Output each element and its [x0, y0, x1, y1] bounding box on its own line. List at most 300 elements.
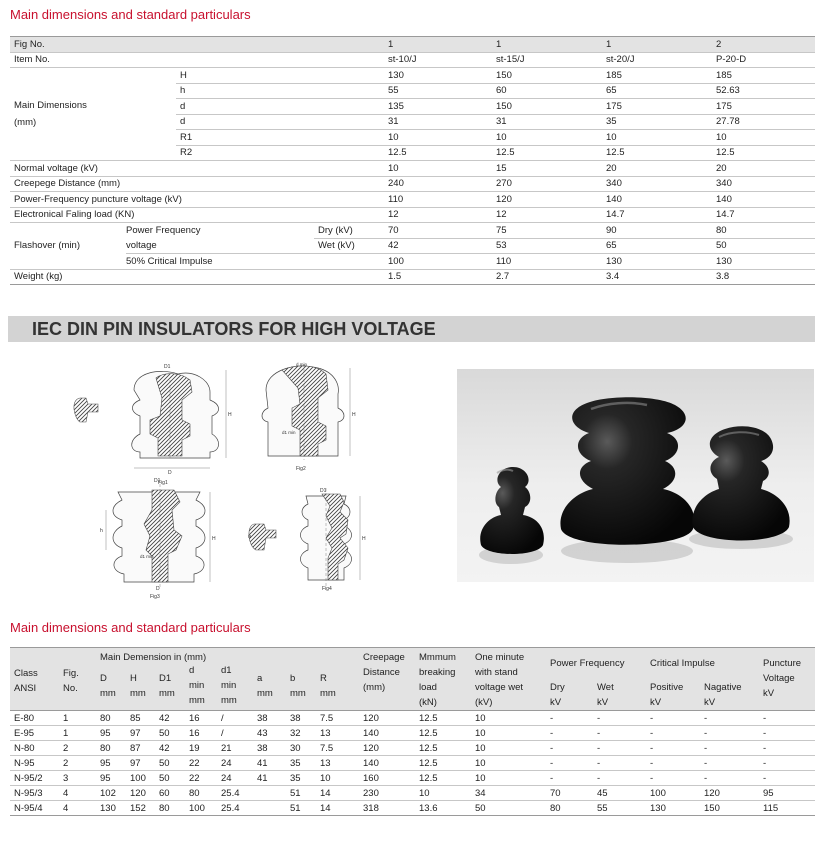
- fig3-label-d1: D1: [154, 478, 161, 484]
- table-cell: 10: [316, 771, 359, 786]
- table-cell: -: [759, 771, 815, 786]
- table-cell: 1: [59, 711, 96, 726]
- fig4-label-H: H: [362, 536, 366, 542]
- dry-header: [546, 680, 593, 711]
- cell: 65: [602, 83, 712, 99]
- small-insulator-image: [479, 467, 544, 564]
- h-d: d: [189, 665, 195, 676]
- particulars-table-1: [10, 36, 815, 285]
- table-cell: 100: [126, 771, 155, 786]
- neg-l2: kV: [704, 697, 716, 708]
- table-cell: -: [593, 756, 646, 771]
- table-cell: -: [593, 726, 646, 741]
- om-l3: voltage wet: [475, 682, 524, 693]
- h-d1-min: min: [221, 680, 237, 691]
- cell: 27.78: [712, 114, 815, 130]
- cell: 150: [492, 99, 602, 115]
- table-cell: 115: [759, 801, 815, 816]
- fig4-drawing: [248, 488, 366, 592]
- flashover-label: Flashover (min): [10, 223, 126, 270]
- fig-header-l2: No.: [63, 683, 78, 694]
- fig-header: [59, 648, 96, 711]
- cell: P-20-D: [712, 52, 815, 68]
- table-cell: -: [546, 771, 593, 786]
- cell: 14.7: [602, 207, 712, 223]
- fig3-label-d1min: d1 min: [140, 554, 154, 559]
- table-cell: 10: [471, 741, 546, 756]
- table-cell: 43: [253, 726, 286, 741]
- cell: 110: [384, 192, 492, 208]
- table-cell: 120: [126, 786, 155, 801]
- dim-name: H: [176, 68, 384, 84]
- cell: 12: [492, 207, 602, 223]
- table-cell: -: [646, 756, 700, 771]
- cell: 12.5: [492, 145, 602, 161]
- table-cell: 24: [217, 771, 253, 786]
- negative-header: [700, 680, 759, 711]
- fig1-caption: Fig1: [158, 480, 168, 486]
- row-label: Item No.: [10, 52, 384, 68]
- power-frequency-label: [126, 223, 314, 254]
- weight-row: [10, 269, 815, 285]
- fig3-label-h: h: [100, 528, 103, 534]
- h-D-unit: mm: [100, 688, 116, 699]
- header-row-1: [10, 648, 815, 664]
- fig4-label-d1: D1: [320, 488, 327, 494]
- particulars-table-2: [10, 647, 815, 816]
- h-D1-unit: mm: [159, 688, 175, 699]
- table-cell: -: [759, 756, 815, 771]
- dim-b-header: [286, 663, 316, 711]
- table-cell: 2: [59, 741, 96, 756]
- puncture-header: [759, 648, 815, 711]
- class-header: [10, 648, 59, 711]
- impulse-label: 50% Critical Impulse: [126, 254, 384, 270]
- table-cell: N-95/4: [10, 801, 59, 816]
- section2-title: Main dimensions and standard particulars: [10, 620, 251, 635]
- fig1-label-H: H: [228, 412, 232, 418]
- h-a-unit: mm: [257, 688, 273, 699]
- table-cell: 10: [471, 756, 546, 771]
- table-cell: 70: [546, 786, 593, 801]
- cell: 340: [602, 176, 712, 192]
- class-header-l2: ANSI: [14, 683, 37, 694]
- table-cell: -: [700, 711, 759, 726]
- creepage-header: [359, 648, 415, 711]
- cell: 3.4: [602, 269, 712, 285]
- cell: 53: [492, 238, 602, 254]
- cell: 130: [384, 68, 492, 84]
- fig2-label-dmin: d min: [296, 362, 308, 367]
- cell: 12: [384, 207, 492, 223]
- spacer: [126, 145, 176, 161]
- main-dim-text: Main Dimensions: [14, 100, 87, 111]
- cell: 340: [712, 176, 815, 192]
- break-l3: load: [419, 682, 437, 693]
- cell: 42: [384, 238, 492, 254]
- dim-row: [10, 114, 815, 130]
- table-cell: 22: [185, 771, 217, 786]
- cell: 10: [602, 130, 712, 146]
- table-cell: 97: [126, 756, 155, 771]
- table-cell: 38: [286, 711, 316, 726]
- table-cell: 60: [155, 786, 185, 801]
- table-cell: 42: [155, 741, 185, 756]
- h-b-unit: mm: [290, 688, 306, 699]
- om-l4: (kV): [475, 697, 493, 708]
- cell: 12.5: [712, 145, 815, 161]
- cell: 70: [384, 223, 492, 239]
- table-cell: 13.6: [415, 801, 471, 816]
- cell: 75: [492, 223, 602, 239]
- spacer: [126, 114, 176, 130]
- table-cell: 120: [700, 786, 759, 801]
- table-cell: 3: [59, 771, 96, 786]
- table-cell: -: [546, 726, 593, 741]
- table-cell: 95: [96, 726, 126, 741]
- critical-impulse-header: Critical Impulse: [646, 648, 759, 681]
- dim-row: [10, 68, 815, 84]
- fig2-label-d1min: d1 min: [282, 430, 296, 435]
- wet-l1: Wet: [597, 682, 614, 693]
- cell: 110: [492, 254, 602, 270]
- table-cell: N-80: [10, 741, 59, 756]
- table-cell: 21: [217, 741, 253, 756]
- table-cell: 100: [185, 801, 217, 816]
- fig3-caption: Fig3: [150, 594, 160, 600]
- table2-body: [10, 711, 815, 816]
- main-dimension-header: Main Demension in (mm): [96, 648, 359, 664]
- fig2-drawing: [262, 362, 356, 472]
- punct-l3: kV: [763, 688, 775, 699]
- table-cell: N-95/3: [10, 786, 59, 801]
- h-d1: d1: [221, 665, 232, 676]
- technical-drawings: [60, 360, 420, 600]
- table-cell: -: [700, 756, 759, 771]
- cell: 120: [492, 192, 602, 208]
- cell: 270: [492, 176, 602, 192]
- fig2-label-H: H: [352, 412, 356, 418]
- puncture-row: [10, 192, 815, 208]
- dim-H-header: [126, 663, 155, 711]
- fig3-label-H: H: [212, 536, 216, 542]
- fig4-label-R: R: [248, 534, 252, 539]
- dim-D-header: [96, 663, 126, 711]
- flashover-dry-row: [10, 223, 815, 239]
- row-label: Normal voltage (kV): [10, 161, 384, 177]
- dim-name: R2: [176, 145, 384, 161]
- fig4-caption: Fig4: [322, 586, 332, 592]
- h-a: a: [257, 673, 263, 684]
- table-cell: 12.5: [415, 756, 471, 771]
- cell: 14.7: [712, 207, 815, 223]
- table-cell: -: [759, 726, 815, 741]
- table-cell: 30: [286, 741, 316, 756]
- table-cell: /: [217, 711, 253, 726]
- table-cell: 10: [471, 771, 546, 786]
- break-l1: Mmmum: [419, 652, 456, 663]
- table-row: [10, 756, 815, 771]
- table-cell: 55: [593, 801, 646, 816]
- table-cell: 150: [700, 801, 759, 816]
- cell: 1.5: [384, 269, 492, 285]
- fig2-caption: Fig2: [296, 466, 306, 472]
- table-cell: 12.5: [415, 741, 471, 756]
- table-cell: 120: [359, 741, 415, 756]
- table-cell: /: [217, 726, 253, 741]
- table-cell: [253, 786, 286, 801]
- table-cell: 87: [126, 741, 155, 756]
- table-row: [10, 711, 815, 726]
- cell: 1: [492, 37, 602, 53]
- cell: 130: [712, 254, 815, 270]
- item-no-row: [10, 52, 815, 68]
- medium-insulator-image: [689, 426, 793, 549]
- pf-line2: voltage: [126, 240, 157, 251]
- h-d1-unit: mm: [221, 695, 237, 706]
- fig-no-row: [10, 37, 815, 53]
- row-label: Electronical Faling load (KN): [10, 207, 384, 223]
- table-cell: 100: [646, 786, 700, 801]
- cell: 20: [602, 161, 712, 177]
- h-R: R: [320, 673, 327, 684]
- table-cell: 318: [359, 801, 415, 816]
- h-R-unit: mm: [320, 688, 336, 699]
- h-b: b: [290, 673, 296, 684]
- table-cell: 2: [59, 756, 96, 771]
- row-label: Weight (kg): [10, 269, 384, 285]
- table-cell: -: [700, 771, 759, 786]
- dim-row: [10, 145, 815, 161]
- h-d-unit: mm: [189, 695, 205, 706]
- table-cell: 22: [185, 756, 217, 771]
- dim-name: R1: [176, 130, 384, 146]
- cell: 185: [712, 68, 815, 84]
- cell: 10: [384, 130, 492, 146]
- table-cell: 16: [185, 726, 217, 741]
- h-D1: D1: [159, 673, 172, 684]
- table-row: [10, 771, 815, 786]
- table-cell: -: [646, 726, 700, 741]
- h-D: D: [100, 673, 107, 684]
- fig3-label-D: D: [156, 586, 160, 592]
- table-cell: 25.4: [217, 786, 253, 801]
- cell: 35: [602, 114, 712, 130]
- spacer: [126, 130, 176, 146]
- fig1-label-d1: D1: [164, 364, 171, 370]
- table-cell: 140: [359, 726, 415, 741]
- table-cell: 230: [359, 786, 415, 801]
- table-cell: 12.5: [415, 726, 471, 741]
- spacer: [126, 68, 176, 84]
- table-cell: 38: [253, 711, 286, 726]
- row-label: Creepege Distance (mm): [10, 176, 384, 192]
- wet-header: [593, 680, 646, 711]
- table-cell: 7.5: [316, 711, 359, 726]
- impulse-row: [10, 254, 815, 270]
- table-cell: 50: [155, 726, 185, 741]
- cell: 31: [384, 114, 492, 130]
- table-cell: 12.5: [415, 711, 471, 726]
- cell: 10: [712, 130, 815, 146]
- creep-l3: (mm): [363, 682, 386, 693]
- table-cell: -: [700, 726, 759, 741]
- table-cell: 34: [471, 786, 546, 801]
- fig1-label-D: D: [168, 470, 172, 476]
- table-cell: 13: [316, 756, 359, 771]
- table-cell: E-80: [10, 711, 59, 726]
- creep-l2: Distance: [363, 667, 400, 678]
- cell: 175: [712, 99, 815, 115]
- table-cell: 35: [286, 756, 316, 771]
- dry-l1: Dry: [550, 682, 565, 693]
- cell: 140: [712, 192, 815, 208]
- cell: 60: [492, 83, 602, 99]
- row-label: Power-Frequency puncture voltage (kV): [10, 192, 384, 208]
- table-row: [10, 726, 815, 741]
- table-cell: 10: [471, 726, 546, 741]
- cell: 12.5: [602, 145, 712, 161]
- table-cell: 7.5: [316, 741, 359, 756]
- table-cell: 14: [316, 801, 359, 816]
- dim-row: [10, 130, 815, 146]
- table-cell: -: [593, 711, 646, 726]
- cell: 10: [384, 161, 492, 177]
- break-l2: breaking: [419, 667, 456, 678]
- table-cell: N-95: [10, 756, 59, 771]
- table-cell: 13: [316, 726, 359, 741]
- cell: 65: [602, 238, 712, 254]
- pf-line1: Power Frequency: [126, 225, 201, 236]
- cell: 55: [384, 83, 492, 99]
- table-cell: N-95/2: [10, 771, 59, 786]
- table-cell: 4: [59, 801, 96, 816]
- table-cell: 95: [759, 786, 815, 801]
- cell: 15: [492, 161, 602, 177]
- dry-l2: kV: [550, 697, 562, 708]
- table-cell: 85: [126, 711, 155, 726]
- dim-d-header: [185, 663, 217, 711]
- breaking-load-header: [415, 648, 471, 711]
- table-cell: 41: [253, 756, 286, 771]
- fig1-drawing: [74, 364, 232, 486]
- table-cell: 19: [185, 741, 217, 756]
- table-cell: -: [646, 741, 700, 756]
- table-cell: 35: [286, 771, 316, 786]
- table-cell: -: [546, 711, 593, 726]
- table-cell: 95: [96, 771, 126, 786]
- spacer: [126, 99, 176, 115]
- h-d-min: min: [189, 680, 205, 691]
- cell: st-15/J: [492, 52, 602, 68]
- om-l1: One minute: [475, 652, 525, 663]
- creepege-row: [10, 176, 815, 192]
- h-H: H: [130, 673, 137, 684]
- creep-l1: Creepage: [363, 652, 405, 663]
- product-photo: [457, 369, 814, 582]
- cell: 2.7: [492, 269, 602, 285]
- main-dimensions-label: [10, 68, 126, 161]
- table-cell: 38: [253, 741, 286, 756]
- table-cell: 160: [359, 771, 415, 786]
- table-cell: -: [646, 771, 700, 786]
- table-cell: 80: [185, 786, 217, 801]
- cell: 10: [492, 130, 602, 146]
- cell: 1: [602, 37, 712, 53]
- h-H-unit: mm: [130, 688, 146, 699]
- large-insulator-image: [560, 397, 694, 563]
- cell: 31: [492, 114, 602, 130]
- table-cell: 80: [96, 741, 126, 756]
- table-cell: 130: [646, 801, 700, 816]
- dim-a-header: [253, 663, 286, 711]
- table-cell: -: [646, 711, 700, 726]
- cell: 130: [602, 254, 712, 270]
- break-l4: (kN): [419, 697, 437, 708]
- fig3-drawing: [100, 478, 216, 600]
- table-cell: 32: [286, 726, 316, 741]
- failing-load-row: [10, 207, 815, 223]
- cell: 80: [712, 223, 815, 239]
- section-banner: [8, 316, 815, 342]
- punct-l2: Voltage: [763, 673, 795, 684]
- table-cell: 42: [155, 711, 185, 726]
- row-label: Fig No.: [10, 37, 384, 53]
- table-cell: 1: [59, 726, 96, 741]
- one-minute-header: [471, 648, 546, 711]
- table-cell: 12.5: [415, 771, 471, 786]
- main-dim-unit: (mm): [14, 117, 37, 128]
- table-cell: -: [759, 741, 815, 756]
- dim-R-header: [316, 663, 359, 711]
- om-l2: with stand: [475, 667, 518, 678]
- table-cell: [253, 801, 286, 816]
- pos-l2: kV: [650, 697, 662, 708]
- cell: 52.63: [712, 83, 815, 99]
- table-cell: 97: [126, 726, 155, 741]
- table-cell: 80: [546, 801, 593, 816]
- cell: 50: [712, 238, 815, 254]
- dry-label: Dry (kV): [314, 223, 384, 239]
- cell: 2: [712, 37, 815, 53]
- table-cell: 102: [96, 786, 126, 801]
- table-cell: 4: [59, 786, 96, 801]
- dim-row: [10, 99, 815, 115]
- neg-l1: Nagative: [704, 682, 742, 693]
- table-row: [10, 801, 815, 816]
- dim-d1-header: [217, 663, 253, 711]
- table-cell: 51: [286, 801, 316, 816]
- cell: 90: [602, 223, 712, 239]
- fig-header-l1: Fig.: [63, 668, 79, 679]
- power-frequency-header: Power Frequency: [546, 648, 646, 681]
- cell: 1: [384, 37, 492, 53]
- table-cell: 51: [286, 786, 316, 801]
- wet-label: Wet (kV): [314, 238, 384, 254]
- table-row: [10, 741, 815, 756]
- banner-title: IEC DIN PIN INSULATORS FOR HIGH VOLTAGE: [32, 319, 436, 339]
- cell: 135: [384, 99, 492, 115]
- table-cell: 152: [126, 801, 155, 816]
- cell: 3.8: [712, 269, 815, 285]
- pos-l1: Positive: [650, 682, 684, 693]
- table-cell: -: [759, 711, 815, 726]
- cell: 185: [602, 68, 712, 84]
- punct-l1: Puncture: [763, 658, 802, 669]
- dim-name: h: [176, 83, 384, 99]
- dim-name: d: [176, 99, 384, 115]
- positive-header: [646, 680, 700, 711]
